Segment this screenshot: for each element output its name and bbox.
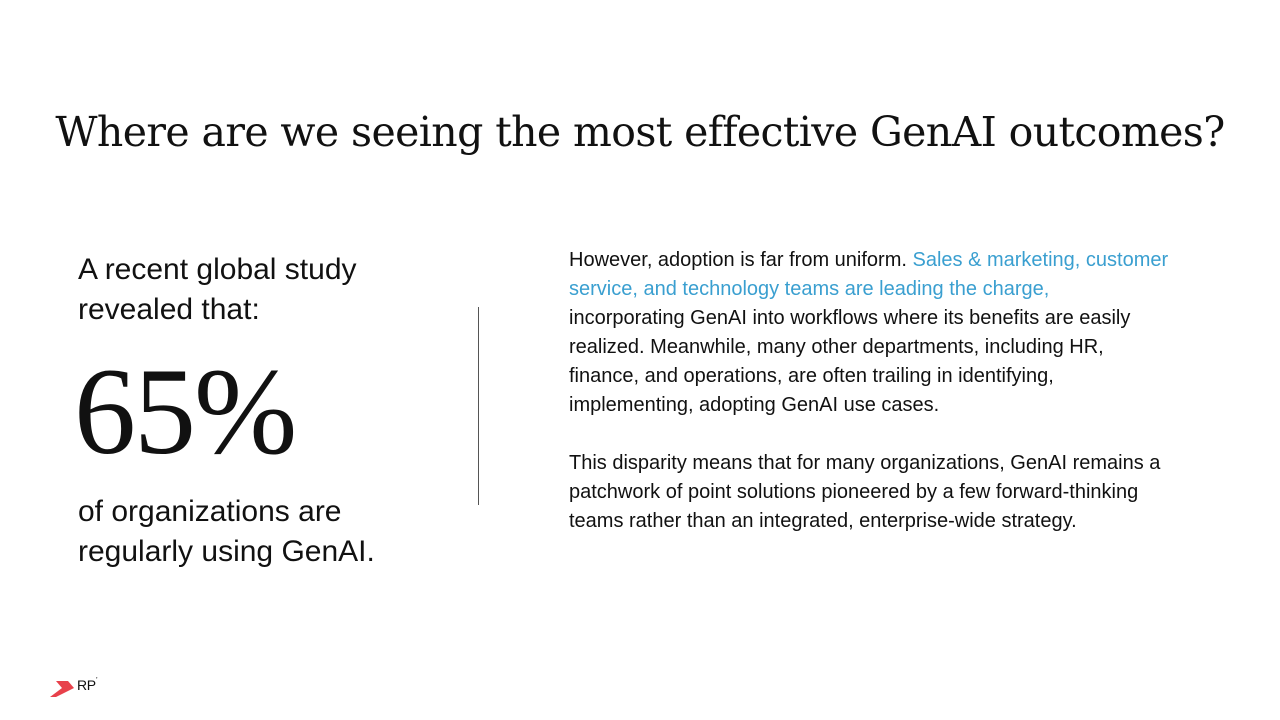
logo-mark: ’: [95, 676, 98, 685]
paragraph-disparity: This disparity means that for many organizations, GenAI remains a patchwork of point solutions pioneered by a few forward-thinking teams rather than an integrated, enterprise-wide strategy.: [569, 452, 1161, 532]
company-logo: [50, 676, 98, 698]
stat-outro: of organizations are regularly using GenAI.: [78, 495, 375, 568]
paragraph-adoption: [569, 246, 1169, 420]
highlighted-teams: Sales & marketing, customer service, and technology teams are leading the charge,: [569, 249, 1169, 300]
paragraph-rest: incorporating GenAI into workflows where its benefits are easily realized. Meanwhile, many other departments, including HR, finance, and operations, are often trailing in identifying, implementing, adopting GenAI use cases.: [569, 307, 1131, 416]
stat-value: 65%: [74, 343, 296, 480]
body-text: [569, 246, 1169, 536]
stat-panel: [74, 250, 438, 572]
slide-title: Where are we seeing the most effective GenAI outcomes?: [55, 108, 1225, 156]
column-divider: [478, 307, 479, 505]
rp-chevron-icon: [50, 676, 76, 698]
paragraph-lead: However, adoption is far from uniform.: [569, 249, 913, 271]
logo-text: RP: [77, 677, 96, 693]
stat-intro: A recent global study revealed that:: [78, 253, 357, 326]
